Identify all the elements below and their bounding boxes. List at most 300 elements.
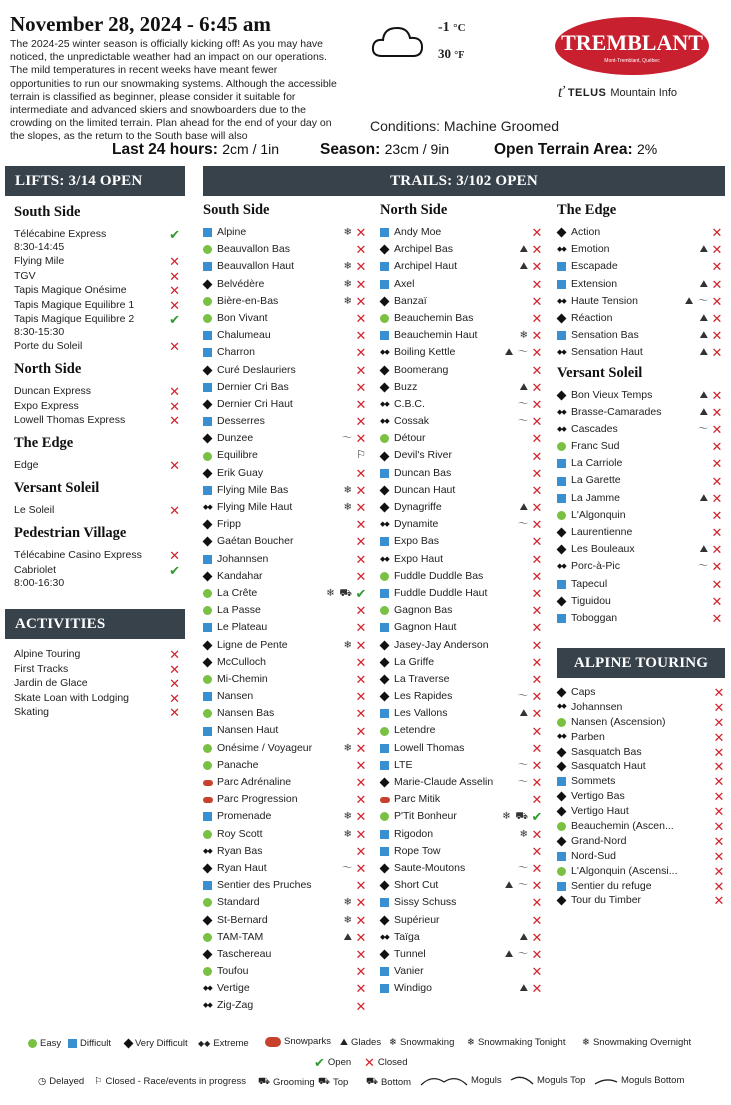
lift-name: Flying Mile: [14, 255, 65, 267]
closed-x-icon: ✕: [713, 759, 725, 775]
trail-row: [380, 843, 543, 860]
trail-name: Lowell Thomas: [394, 741, 465, 754]
trail-name: C.B.C.: [394, 397, 425, 410]
difficulty-diff: [203, 486, 216, 495]
trail-row: [557, 507, 723, 524]
difficulty-ex: [380, 344, 393, 361]
trail-row: [380, 826, 543, 843]
touring-row: [557, 849, 725, 864]
trail-feature-icons: ❄: [343, 484, 353, 496]
closed-x-icon: ✕: [355, 276, 367, 292]
trail-name: La Traverse: [394, 672, 450, 685]
lift-row: [14, 504, 185, 517]
trail-row: [557, 524, 723, 541]
trail-name: La Garette: [571, 474, 621, 487]
trail-row: [203, 980, 367, 997]
trail-feature-icons: ❄ ⛟: [326, 587, 353, 599]
trail-name: Flying Mile Bas: [217, 483, 289, 496]
closed-x-icon: ✕: [531, 259, 543, 275]
trail-name: Equilibre: [217, 449, 258, 462]
closed-x-icon: ✕: [531, 276, 543, 292]
difficulty-vd: [380, 453, 393, 460]
snowpark-icon: [380, 797, 390, 803]
difficulty-vd: [380, 676, 393, 683]
closed-x-icon: ✕: [355, 654, 367, 670]
difficulty-ex: [557, 700, 570, 715]
closed-x-icon: ✕: [531, 981, 543, 997]
difficult-icon: [380, 898, 389, 907]
trail-row: [203, 396, 367, 413]
closed-x-icon: ✕: [531, 414, 543, 430]
difficulty-diff: [380, 709, 393, 718]
difficulty-vd: [380, 865, 393, 872]
trail-feature-icons: ⛰: [519, 983, 529, 995]
extreme-icon: ◆◆: [557, 349, 566, 357]
activity-row: [14, 677, 185, 690]
closed-x-icon: ✕: [531, 293, 543, 309]
closed-x-icon: ✕: [531, 654, 543, 670]
trail-name: Franc Sud: [571, 440, 620, 453]
touring-row: [557, 804, 725, 819]
trail-name: Zig-Zag: [217, 999, 254, 1012]
open-check-icon: ✔: [169, 562, 180, 578]
touring-row: [557, 745, 725, 760]
difficulty-diff: [203, 417, 216, 426]
closed-x-icon: ✕: [531, 568, 543, 584]
trail-feature-icons: ⛰: [699, 278, 709, 290]
trail-row: [203, 894, 367, 911]
trail-row: [557, 276, 723, 293]
trail-row: [380, 258, 543, 275]
trail-name: Johannsen: [217, 552, 269, 565]
difficulty-vd: [203, 659, 216, 666]
closed-x-icon: ✕: [713, 774, 725, 790]
trail-row: [380, 705, 543, 722]
trail-name: Letendre: [394, 724, 436, 737]
very-difficult-icon: [380, 881, 390, 891]
lift-row: [14, 299, 185, 312]
trail-row: [557, 610, 723, 627]
difficulty-ex: [557, 241, 570, 258]
lift-row: [14, 414, 185, 427]
closed-x-icon: ✕: [531, 345, 543, 361]
difficult-icon: [557, 459, 566, 468]
difficulty-easy: [380, 572, 393, 581]
legend-snowmaking-overnight: ❄ Snowmaking Overnight: [582, 1037, 692, 1048]
activity-row: [14, 706, 185, 719]
closed-x-icon: ✕: [355, 878, 367, 894]
trail-row: [557, 387, 723, 404]
trail-name: La Jamme: [571, 491, 621, 504]
trail-name: Promenade: [217, 810, 272, 823]
easy-icon: [203, 589, 212, 598]
trail-row: [203, 688, 367, 705]
trail-name: Flying Mile Haut: [217, 501, 293, 513]
difficulty-diff: [557, 331, 570, 340]
lift-hours: 8:30-15:30: [14, 326, 65, 338]
very-difficult-icon: [557, 687, 567, 697]
difficult-icon: [380, 830, 389, 839]
lift-section-title: North Side: [14, 361, 82, 377]
trail-feature-icons: ⛰: [519, 381, 529, 393]
trail-row: [380, 516, 543, 533]
closed-x-icon: ✕: [713, 863, 725, 879]
trail-name: Cascades: [571, 422, 618, 435]
trail-row: [557, 455, 723, 472]
legend-open: ✔ Open: [314, 1055, 352, 1070]
trail-name: Curé Deslauriers: [217, 363, 296, 376]
easy-icon: [203, 606, 212, 615]
closed-x-icon: ✕: [711, 311, 723, 327]
difficulty-vd: [380, 246, 393, 253]
difficulty-diff: [203, 881, 216, 890]
snowmaking-tonight-icon: ❄: [467, 1037, 475, 1048]
difficulty-diff: [380, 898, 393, 907]
trail-row: [203, 413, 367, 430]
difficulty-park: [380, 797, 393, 803]
closed-x-icon: ✕: [713, 804, 725, 820]
trail-row: [203, 929, 367, 946]
very-difficult-icon: [203, 864, 213, 874]
very-difficult-icon: [124, 1039, 134, 1049]
checkmark-icon: ✔: [314, 1055, 325, 1070]
easy-icon: [28, 1039, 37, 1048]
trail-row: [380, 791, 543, 808]
difficulty-diff: [203, 262, 216, 271]
difficulty-ex: [380, 413, 393, 430]
trail-row: [380, 379, 543, 396]
very-difficult-icon: [380, 296, 390, 306]
difficulty-diff: [557, 477, 570, 486]
very-difficult-icon: [380, 778, 390, 788]
trail-feature-icons: 〜: [518, 519, 529, 531]
closed-x-icon: ✕: [711, 559, 723, 575]
trail-row: [203, 722, 367, 739]
touring-name: Sommets: [571, 775, 616, 788]
snowpark-icon: [203, 797, 213, 803]
closed-x-icon: ✕: [711, 225, 723, 241]
trail-name: Tapecul: [571, 577, 608, 590]
closed-x-icon: ✕: [355, 861, 367, 877]
closed-x-icon: ✕: [531, 242, 543, 258]
trail-name: Nansen Haut: [217, 724, 279, 737]
closed-x-icon: ✕: [355, 482, 367, 498]
temperature-celsius: -1 °C: [438, 20, 466, 35]
closed-x-icon: ✕: [531, 431, 543, 447]
trail-name: Gaétan Boucher: [217, 535, 294, 548]
closed-x-icon: ✕: [355, 500, 367, 516]
trails-the-edge: [557, 202, 723, 627]
legend-moguls-top: Moguls Top: [510, 1074, 585, 1086]
touring-row: [557, 759, 725, 774]
trail-row: [380, 654, 543, 671]
trail-name: Vanier: [394, 965, 424, 978]
trail-name: Dunzee: [217, 432, 254, 445]
closed-x-icon: ✕: [711, 242, 723, 258]
closed-x-icon: ✕: [355, 792, 367, 808]
difficulty-diff: [203, 383, 216, 392]
closed-x-icon: ✕: [711, 473, 723, 489]
difficulty-ex: [380, 551, 393, 568]
difficult-icon: [380, 967, 389, 976]
trail-row: [380, 362, 543, 379]
trail-name: Ryan Haut: [217, 861, 267, 874]
closed-x-icon: ✕: [531, 861, 543, 877]
lift-section-title: The Edge: [14, 435, 74, 451]
difficulty-ex: [557, 293, 570, 310]
difficulty-vd: [557, 689, 570, 696]
very-difficult-icon: [557, 528, 567, 538]
lift-hours: 8:00-16:30: [14, 576, 65, 589]
difficulty-easy: [203, 744, 216, 753]
trail-name: Taïga: [394, 930, 420, 943]
snowmaking-overnight-icon: ❄: [582, 1037, 590, 1048]
trail-name: St-Bernard: [217, 913, 268, 926]
trail-row: [203, 997, 367, 1014]
trail-name: Duncan Bas: [394, 466, 452, 479]
snowmaking-icon: ❄: [389, 1037, 397, 1048]
difficulty-diff: [380, 744, 393, 753]
closed-x-icon: ✕: [711, 576, 723, 592]
trail-name: Supérieur: [394, 913, 440, 926]
difficulty-vd: [203, 281, 216, 288]
extreme-icon: ◆◆: [557, 732, 566, 740]
very-difficult-icon: [203, 468, 213, 478]
closed-x-icon: ✕: [713, 833, 725, 849]
difficulty-easy: [557, 867, 570, 876]
closed-x-icon: ✕: [711, 525, 723, 541]
trail-row: [380, 482, 543, 499]
touring-name: Grand-Nord: [571, 834, 627, 847]
difficult-icon: [380, 984, 389, 993]
difficulty-vd: [380, 487, 393, 494]
trail-name: Jasey-Jay Anderson: [394, 638, 489, 651]
difficult-icon: [203, 692, 212, 701]
season-stat: Season: 23cm / 9in: [320, 141, 450, 158]
trail-name: LTE: [394, 758, 413, 771]
difficult-icon: [203, 812, 212, 821]
lift-row: [14, 228, 185, 254]
touring-row: [557, 893, 725, 908]
logo-text: TREMBLANT: [561, 30, 703, 55]
touring-name: Sasquatch Bas: [571, 745, 642, 758]
trail-name: Réaction: [571, 311, 613, 324]
very-difficult-icon: [380, 382, 390, 392]
lift-row: [14, 270, 185, 283]
easy-icon: [203, 452, 212, 461]
difficulty-easy: [203, 675, 216, 684]
difficult-icon: [380, 847, 389, 856]
trail-name: Extension: [571, 277, 618, 290]
open-check-icon: ✔: [531, 809, 543, 825]
closed-x-icon: ✕: [713, 789, 725, 805]
closed-x-icon: ✕: [355, 396, 367, 412]
very-difficult-icon: [380, 950, 390, 960]
activity-row: [14, 663, 185, 676]
lifts-banner: LIFTS: 3/14 OPEN: [5, 166, 185, 196]
closed-x-icon: ✕: [355, 689, 367, 705]
closed-x-icon: ✕: [169, 647, 180, 662]
trail-name: Dynagriffe: [394, 501, 442, 513]
trail-row: [557, 558, 723, 575]
difficulty-diff: [203, 727, 216, 736]
closed-x-icon: ✕: [531, 757, 543, 773]
closed-x-icon: ✕: [713, 729, 725, 745]
close-icon: ✕: [364, 1055, 375, 1070]
closed-x-icon: ✕: [713, 848, 725, 864]
difficulty-ex: [380, 516, 393, 533]
touring-row: [557, 879, 725, 894]
trail-name: Sentier des Pruches: [217, 879, 312, 892]
trail-name: Toufou: [217, 965, 249, 978]
difficult-icon: [203, 623, 212, 632]
legend-bottom: ⛟ Bottom: [366, 1076, 412, 1088]
trail-name: Vertige: [217, 982, 250, 995]
closed-x-icon: ✕: [713, 893, 725, 909]
difficulty-vd: [203, 435, 216, 442]
activities-column: [5, 609, 185, 721]
very-difficult-icon: [380, 640, 390, 650]
difficulty-ex: [380, 396, 393, 413]
lift-name: Porte du Soleil: [14, 340, 83, 352]
difficulty-diff: [557, 459, 570, 468]
difficulty-vd: [380, 367, 393, 374]
difficult-icon: [557, 477, 566, 486]
difficulty-vd: [203, 401, 216, 408]
closed-x-icon: ✕: [711, 293, 723, 309]
difficulty-diff: [380, 967, 393, 976]
difficulty-easy: [203, 761, 216, 770]
extreme-icon: ◆◆: [380, 555, 389, 563]
difficulty-diff: [380, 331, 393, 340]
trail-name: Short Cut: [394, 879, 439, 892]
closed-x-icon: ✕: [711, 542, 723, 558]
lift-name: Edge: [14, 459, 39, 471]
trail-name: Alpine: [217, 226, 247, 238]
closed-x-icon: ✕: [169, 676, 180, 691]
trail-row: [203, 860, 367, 877]
trail-row: [557, 593, 723, 610]
trail-feature-icons: ⛰: [699, 406, 709, 418]
very-difficult-icon: [557, 747, 567, 757]
trail-name: Beauchemin Haut: [394, 329, 478, 342]
closed-x-icon: ✕: [355, 414, 367, 430]
trail-name: Standard: [217, 896, 260, 909]
difficult-icon: [380, 589, 389, 598]
difficulty-ex: [380, 929, 393, 946]
difficulty-diff: [380, 984, 393, 993]
closed-x-icon: ✕: [531, 465, 543, 481]
touring-row: [557, 789, 725, 804]
trail-name: Fripp: [217, 518, 241, 531]
lift-row: [14, 564, 185, 590]
section-title: South Side: [203, 202, 270, 218]
trail-name: Les Bouleaux: [571, 543, 635, 556]
trail-row: [557, 293, 723, 310]
easy-icon: [203, 967, 212, 976]
trail-name: Beauvallon Haut: [217, 260, 295, 273]
trail-row: [380, 860, 543, 877]
trail-feature-icons: ⛰: [519, 261, 529, 273]
difficulty-easy: [380, 727, 393, 736]
difficulty-diff: [557, 280, 570, 289]
difficulty-vd: [557, 546, 570, 553]
difficulty-ex: [557, 421, 570, 438]
closed-x-icon: ✕: [531, 551, 543, 567]
very-difficult-icon: [203, 915, 213, 925]
trail-name: Roy Scott: [217, 827, 263, 840]
trail-row: [203, 310, 367, 327]
trail-row: [380, 757, 543, 774]
trail-feature-icons: ⛰: [699, 330, 709, 342]
closed-x-icon: ✕: [355, 637, 367, 653]
trail-row: [380, 447, 543, 464]
closed-x-icon: ✕: [169, 339, 180, 354]
very-difficult-icon: [203, 950, 213, 960]
temperature-fahrenheit: 30 °F: [438, 46, 465, 61]
very-difficult-icon: [203, 571, 213, 581]
difficulty-vd: [557, 315, 570, 322]
difficulty-park: [203, 780, 216, 786]
trail-name: La Crête: [217, 586, 258, 599]
trail-row: [203, 568, 367, 585]
trail-row: [380, 293, 543, 310]
trail-name: Gagnon Haut: [394, 621, 457, 634]
difficulty-vd: [203, 538, 216, 545]
legend-grooming: ⛟ Grooming: [258, 1076, 315, 1088]
section-title: North Side: [380, 202, 448, 218]
alpine-touring-banner: ALPINE TOURING: [557, 648, 725, 678]
closed-x-icon: ✕: [531, 328, 543, 344]
very-difficult-icon: [557, 314, 567, 324]
trail-row: [203, 843, 367, 860]
trail-name: Desserres: [217, 415, 265, 428]
very-difficult-icon: [557, 836, 567, 846]
closed-x-icon: ✕: [355, 259, 367, 275]
difficulty-vd: [380, 642, 393, 649]
trail-feature-icons: ❄: [343, 811, 353, 823]
trail-name: Devil's River: [394, 449, 453, 462]
very-difficult-icon: [380, 675, 390, 685]
trail-feature-icons: ❄: [343, 828, 353, 840]
activity-name: Alpine Touring: [14, 648, 81, 660]
legend-glades: ⛰ Glades: [340, 1037, 382, 1048]
difficulty-easy: [557, 718, 570, 727]
lift-name: TGV: [14, 269, 36, 282]
lift-row: [14, 459, 185, 472]
closed-x-icon: ✕: [169, 268, 180, 284]
lift-name: Tapis Magique Equilibre 1: [14, 298, 135, 311]
closed-x-icon: ✕: [711, 507, 723, 523]
difficulty-diff: [557, 882, 570, 891]
trail-name: Bon Vieux Temps: [571, 388, 653, 401]
lift-name: Télécabine Casino Express: [14, 549, 142, 561]
difficult-icon: [380, 761, 389, 770]
grooming-top-icon: ⛟: [318, 1076, 330, 1087]
lift-name: Duncan Express: [14, 385, 92, 397]
easy-icon: [557, 511, 566, 520]
difficulty-vd: [380, 298, 393, 305]
difficult-icon: [203, 555, 212, 564]
closed-x-icon: ✕: [713, 744, 725, 760]
trail-feature-icons: ⛰: [699, 312, 709, 324]
closed-x-icon: ✕: [169, 254, 180, 269]
trail-name: Chalumeau: [217, 329, 271, 342]
closed-x-icon: ✕: [711, 259, 723, 275]
lift-hours: 8:30-14:45: [14, 241, 65, 253]
trail-name: Laurentienne: [571, 526, 633, 538]
trail-row: [203, 637, 367, 654]
